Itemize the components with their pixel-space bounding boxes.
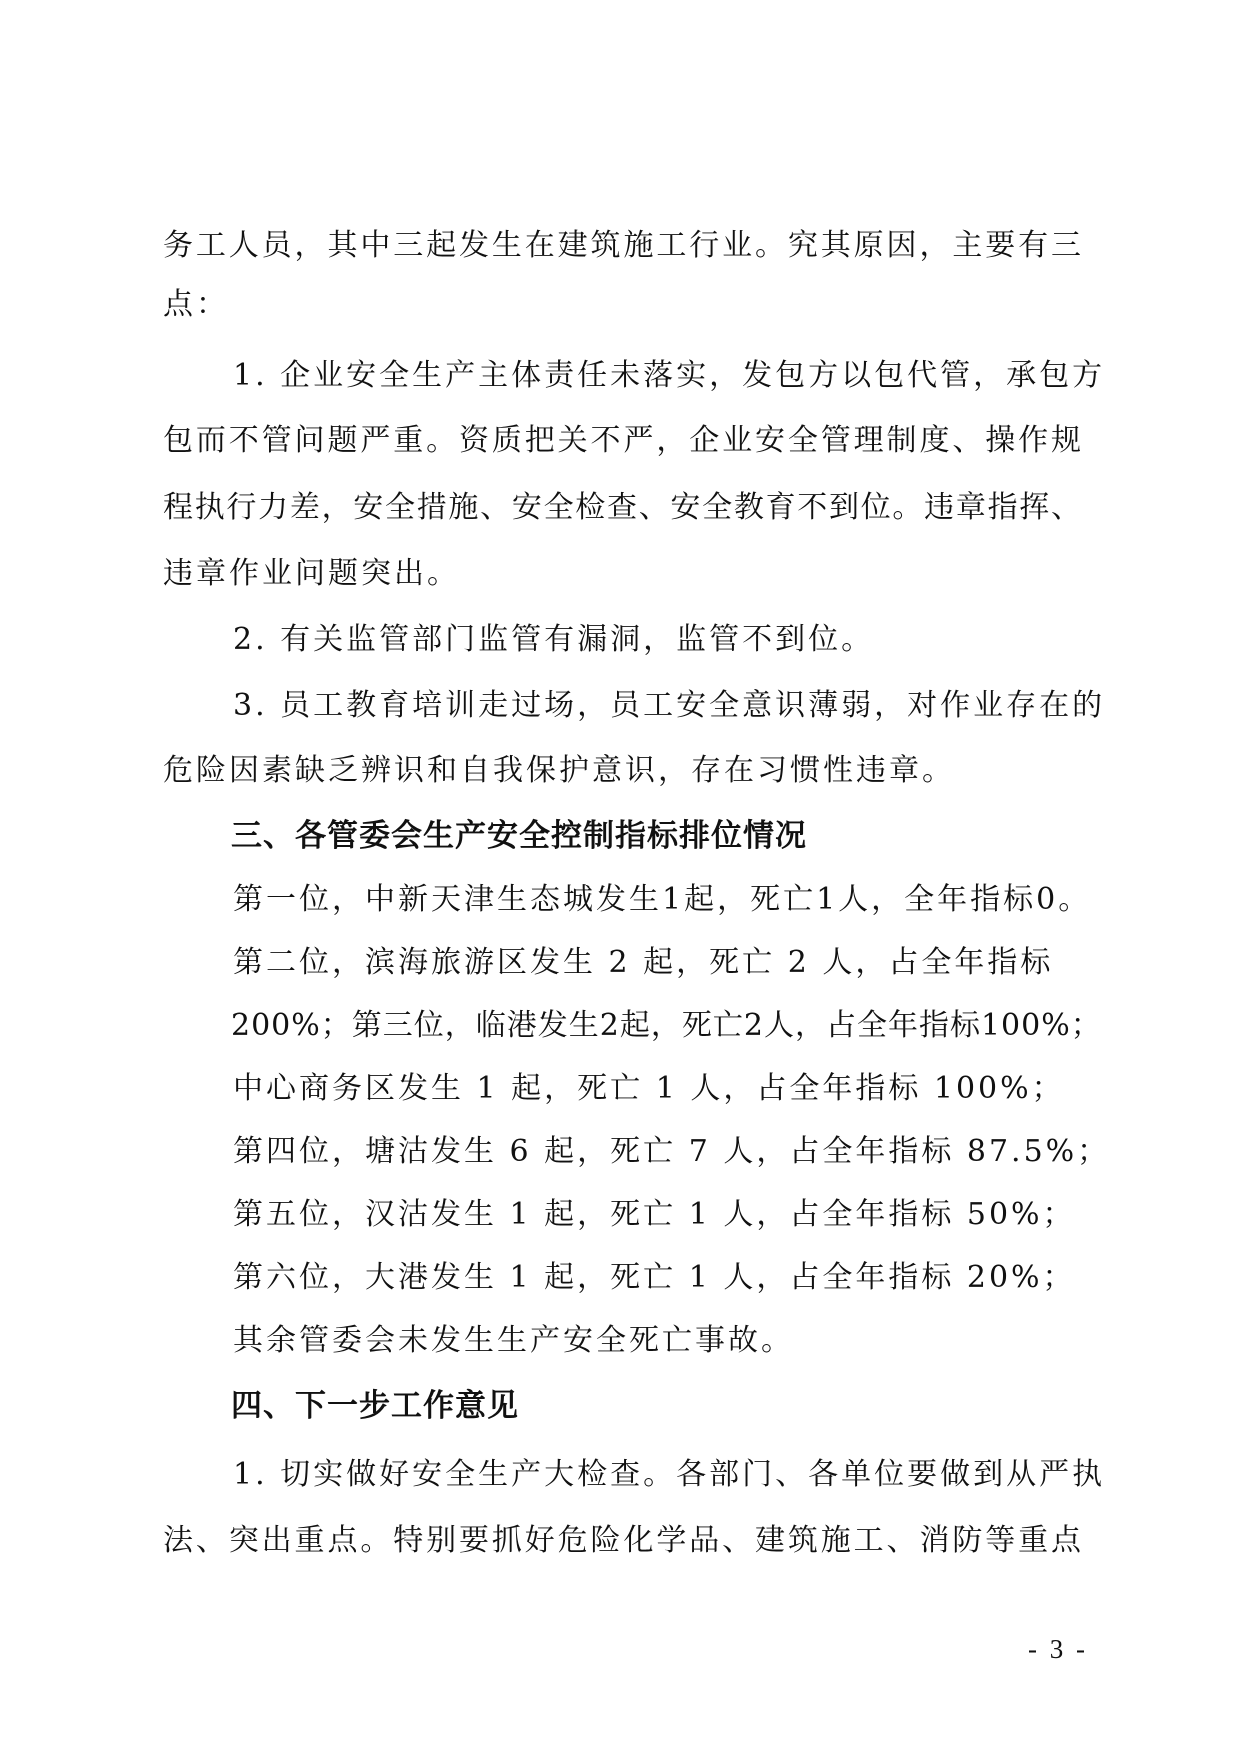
list-item-2-line: 2. 有关监管部门监管有漏洞，监管不到位。 [233, 622, 875, 657]
body-text-line: 其余管委会未发生生产安全死亡事故。 [233, 1323, 794, 1358]
section-heading-3: 三、各管委会生产安全控制指标排位情况 [231, 818, 807, 854]
ranking-line: 第四位，塘沽发生 6 起，死亡 7 人，占全年指标 87.5%； [233, 1134, 1111, 1169]
list-item-3-line: 3. 员工教育培训走过场，员工安全意识薄弱，对作业存在的 [233, 688, 1106, 723]
body-text-line: 点： [163, 287, 229, 322]
body-text-line: 程执行力差，安全措施、安全检查、安全教育不到位。违章指挥、 [163, 490, 1081, 525]
ranking-line: 中心商务区发生 1 起，死亡 1 人，占全年指标 100%； [233, 1071, 1065, 1106]
body-text-line: 包而不管问题严重。资质把关不严，企业安全管理制度、操作规 [163, 423, 1081, 458]
list-item-1-line: 1. 企业安全生产主体责任未落实，发包方以包代管，承包方 [233, 358, 1106, 393]
ranking-line: 第二位，滨海旅游区发生 2 起，死亡 2 人，占全年指标 [233, 945, 1054, 980]
page-number: - 3 - [1028, 1634, 1088, 1664]
body-text-line: 违章作业问题突出。 [163, 556, 460, 591]
ranking-line: 第六位，大港发生 1 起，死亡 1 人，占全年指标 20%； [233, 1260, 1076, 1295]
ranking-line: 第五位，汉沽发生 1 起，死亡 1 人，占全年指标 50%； [233, 1197, 1076, 1232]
body-text-line: 危险因素缺乏辨识和自我保护意识，存在习惯性违章。 [163, 753, 955, 788]
body-text-line: 法、突出重点。特别要抓好危险化学品、建筑施工、消防等重点 [163, 1523, 1081, 1558]
section-heading-4: 四、下一步工作意见 [231, 1388, 519, 1424]
body-text-line: 务工人员，其中三起发生在建筑施工行业。究其原因，主要有三 [163, 228, 1081, 263]
ranking-line: 第一位，中新天津生态城发生1起，死亡1人，全年指标0。 [233, 882, 1092, 917]
ranking-line: 200%；第三位，临港发生2起，死亡2人，占全年指标100%； [231, 1008, 1102, 1043]
list-item-1-line: 1. 切实做好安全生产大检查。各部门、各单位要做到从严执 [233, 1457, 1106, 1492]
